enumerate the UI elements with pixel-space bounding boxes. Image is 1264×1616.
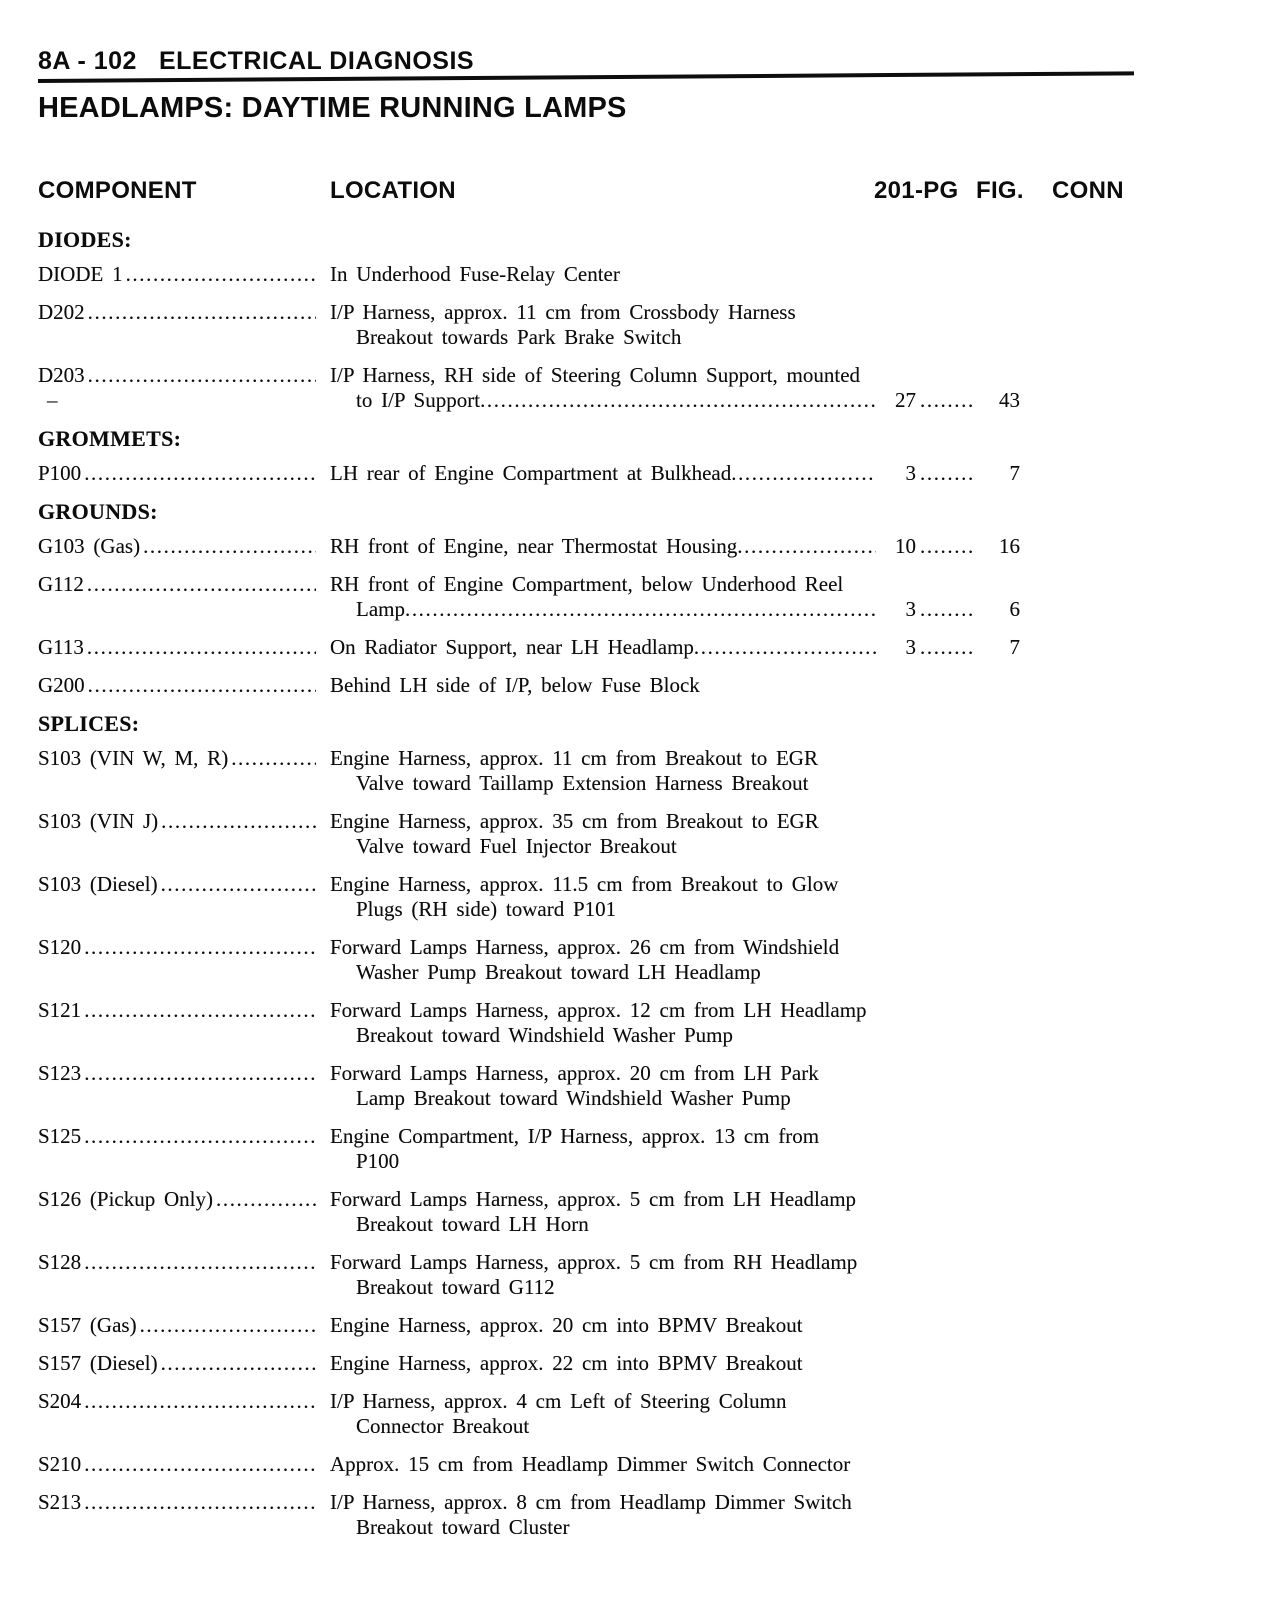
- component-name: S128: [38, 1250, 82, 1274]
- location-text: On Radiator Support, near LH Headlamp: [330, 635, 694, 659]
- location-line: [330, 388, 1020, 413]
- location-line: [330, 597, 1020, 622]
- location-line: Engine Harness, approx. 11 cm from Breakout to EGR: [330, 746, 818, 770]
- component-line: [38, 1313, 316, 1338]
- table-row: [38, 1313, 1264, 1338]
- component-line: [38, 534, 316, 559]
- component-name: S103 (VIN W, M, R): [38, 746, 229, 770]
- location-line: Breakout toward Cluster: [356, 1515, 570, 1539]
- table-row: [38, 673, 1264, 698]
- location-line: Breakout toward Windshield Washer Pump: [356, 1023, 733, 1047]
- location-line: Forward Lamps Harness, approx. 12 cm from LH Headlamp: [330, 998, 867, 1022]
- component-name: D202: [38, 300, 85, 324]
- location-cell: [330, 1124, 1020, 1174]
- location-cell: [330, 300, 1020, 350]
- table-body: [38, 227, 1264, 1540]
- location-line: [330, 461, 1020, 486]
- table-row: [38, 363, 1264, 413]
- location-cell: [330, 1061, 1020, 1111]
- table-row: [38, 1490, 1264, 1540]
- table-row: [38, 572, 1264, 622]
- column-header-component: COMPONENT: [38, 177, 197, 204]
- dot-leader: [143, 534, 316, 559]
- component-line: [38, 872, 316, 897]
- dot-leader: [84, 1124, 316, 1149]
- dot-leader: [161, 1351, 316, 1376]
- location-line: Valve toward Fuel Injector Breakout: [356, 834, 677, 858]
- location-text: LH rear of Engine Compartment at Bulkhead: [330, 461, 732, 485]
- column-header-fig: FIG.: [976, 177, 1024, 204]
- table-row: [38, 1124, 1264, 1174]
- page-header: [38, 46, 1264, 125]
- component-cell: [38, 746, 330, 796]
- dot-leader: [84, 1490, 316, 1515]
- dot-leader: [88, 300, 316, 325]
- component-line: [38, 461, 316, 486]
- location-line: Forward Lamps Harness, approx. 20 cm from LH Park: [330, 1061, 819, 1085]
- dot-leader: [87, 572, 316, 597]
- page-ref: 3: [905, 597, 916, 621]
- dot-leader: [920, 388, 976, 413]
- component-name: S125: [38, 1124, 82, 1148]
- component-cell: [38, 809, 330, 859]
- location-line: I/P Harness, RH side of Steering Column Support, mounted: [330, 363, 861, 387]
- dot-leader: [731, 461, 876, 486]
- section-heading: GROMMETS:: [38, 426, 182, 451]
- location-line: Engine Harness, approx. 35 cm from Breakout to EGR: [330, 809, 819, 833]
- location-cell: [330, 673, 1020, 698]
- location-line: I/P Harness, approx. 11 cm from Crossbody Harness: [330, 300, 796, 324]
- dot-leader: [88, 673, 316, 698]
- running-head-page-number: 8A - 102: [38, 47, 137, 75]
- column-header-pg: 201-PG: [874, 177, 959, 204]
- figure-ref: 43: [999, 388, 1020, 412]
- component-line: [38, 1061, 316, 1086]
- component-cell: [38, 1187, 330, 1237]
- component-cell: [38, 461, 330, 486]
- component-line: [38, 363, 316, 388]
- component-line: [38, 935, 316, 960]
- location-line: Behind LH side of I/P, below Fuse Block: [330, 673, 700, 697]
- component-line: [38, 1187, 316, 1212]
- location-cell: [330, 935, 1020, 985]
- component-name: S120: [38, 935, 82, 959]
- component-cell: [38, 673, 330, 698]
- dot-leader: [694, 635, 876, 660]
- component-cell: [38, 1061, 330, 1111]
- table-row: [38, 1452, 1264, 1477]
- component-line: [38, 998, 316, 1023]
- table-row: [38, 746, 1264, 796]
- component-name: S204: [38, 1389, 82, 1413]
- component-name: S157 (Diesel): [38, 1351, 158, 1375]
- location-line: P100: [356, 1149, 400, 1173]
- location-cell: [330, 461, 1020, 486]
- component-name: S213: [38, 1490, 82, 1514]
- location-cell: [330, 534, 1020, 559]
- table-row: [38, 1187, 1264, 1237]
- location-cell: [330, 872, 1020, 922]
- location-line: Engine Compartment, I/P Harness, approx. 13 cm from: [330, 1124, 820, 1148]
- location-line: Forward Lamps Harness, approx. 5 cm from LH Headlamp: [330, 1187, 857, 1211]
- location-line: Forward Lamps Harness, approx. 5 cm from RH Headlamp: [330, 1250, 858, 1274]
- table-row: [38, 534, 1264, 559]
- component-cell: [38, 1250, 330, 1300]
- component-name: S210: [38, 1452, 82, 1476]
- figure-ref: 16: [999, 534, 1020, 558]
- location-cell: [330, 635, 1020, 660]
- table-row: [38, 935, 1264, 985]
- location-cell: [330, 572, 1020, 622]
- dot-leader: [126, 262, 316, 287]
- location-cell: [330, 1490, 1020, 1540]
- section-heading: SPLICES:: [38, 711, 140, 736]
- component-name: D203: [38, 363, 85, 387]
- figure-ref: 7: [1009, 635, 1020, 659]
- table-row: [38, 1389, 1264, 1439]
- column-header-conn: CONN: [1052, 177, 1124, 204]
- running-head-section-title: ELECTRICAL DIAGNOSIS: [158, 47, 475, 75]
- dot-leader: [84, 998, 316, 1023]
- column-header-location: LOCATION: [330, 177, 456, 204]
- component-cell: [38, 1124, 330, 1174]
- location-line: [330, 534, 1020, 559]
- location-cell: [330, 262, 1020, 287]
- page-title: HEADLAMPS: DAYTIME RUNNING LAMPS: [38, 92, 627, 124]
- component-name: G103 (Gas): [38, 534, 141, 558]
- location-line: Engine Harness, approx. 11.5 cm from Breakout to Glow: [330, 872, 839, 896]
- location-cell: [330, 746, 1020, 796]
- component-line: [38, 262, 316, 287]
- dot-leader: [84, 461, 316, 486]
- dot-leader: [140, 1313, 316, 1338]
- location-text: to I/P Support: [356, 388, 481, 412]
- location-line: Valve toward Taillamp Extension Harness Breakout: [356, 771, 809, 795]
- component-cell: [38, 1452, 330, 1477]
- table-row: [38, 1351, 1264, 1376]
- location-line: RH front of Engine Compartment, below Underhood Reel: [330, 572, 844, 596]
- component-name: S123: [38, 1061, 82, 1085]
- table-row: [38, 1250, 1264, 1300]
- component-cell: [38, 1313, 330, 1338]
- table-row: [38, 998, 1264, 1048]
- dot-leader: [161, 809, 316, 834]
- component-cell: [38, 872, 330, 922]
- dot-leader: [405, 597, 876, 622]
- location-line: Lamp Breakout toward Windshield Washer Pump: [356, 1086, 791, 1110]
- location-cell: [330, 1351, 1020, 1376]
- component-cell: [38, 1389, 330, 1439]
- location-cell: [330, 809, 1020, 859]
- table-row: [38, 461, 1264, 486]
- table-row: [38, 809, 1264, 859]
- dot-leader: [216, 1187, 316, 1212]
- component-cell: [38, 998, 330, 1048]
- location-cell: [330, 1389, 1020, 1439]
- component-line: [38, 1389, 316, 1414]
- location-cell: [330, 1313, 1020, 1338]
- dot-leader: [920, 534, 976, 559]
- page-ref: 3: [905, 635, 916, 659]
- location-line: Engine Harness, approx. 22 cm into BPMV Breakout: [330, 1351, 803, 1375]
- component-line: [38, 572, 316, 597]
- location-text: Lamp: [356, 597, 405, 621]
- dot-leader: [480, 388, 876, 413]
- table-row: [38, 300, 1264, 350]
- location-line: Plugs (RH side) toward P101: [356, 897, 617, 921]
- location-text: RH front of Engine, near Thermostat Housing: [330, 534, 738, 558]
- dot-leader: [88, 363, 316, 388]
- figure-ref: 7: [1009, 461, 1020, 485]
- component-name: S103 (VIN J): [38, 809, 159, 833]
- component-name: DIODE 1: [38, 262, 123, 286]
- component-line: [38, 1490, 316, 1515]
- component-note: –: [47, 388, 58, 412]
- component-line: [38, 746, 316, 771]
- location-line: Engine Harness, approx. 20 cm into BPMV Breakout: [330, 1313, 803, 1337]
- component-line: [38, 1124, 316, 1149]
- component-name: G113: [38, 635, 84, 659]
- location-cell: [330, 1452, 1020, 1477]
- table-column-headers: [38, 177, 1264, 202]
- dot-leader: [231, 746, 316, 771]
- component-cell: [38, 635, 330, 660]
- component-name: S157 (Gas): [38, 1313, 137, 1337]
- dot-leader: [737, 534, 876, 559]
- component-line: [38, 1351, 316, 1376]
- component-line: [38, 300, 316, 325]
- component-cell: [38, 1351, 330, 1376]
- dot-leader: [920, 635, 976, 660]
- component-name: S103 (Diesel): [38, 872, 158, 896]
- section-heading: GROUNDS:: [38, 499, 158, 524]
- component-name: P100: [38, 461, 82, 485]
- component-cell: [38, 262, 330, 287]
- location-line: Breakout toward G112: [356, 1275, 555, 1299]
- location-line: Breakout toward LH Horn: [356, 1212, 589, 1236]
- component-line: [38, 1250, 316, 1275]
- location-line: I/P Harness, approx. 8 cm from Headlamp Dimmer Switch: [330, 1490, 852, 1514]
- component-cell: [38, 300, 330, 350]
- dot-leader: [87, 635, 316, 660]
- location-line: [330, 635, 1020, 660]
- component-cell: [38, 935, 330, 985]
- page-ref: 3: [905, 461, 916, 485]
- location-line: I/P Harness, approx. 4 cm Left of Steering Column: [330, 1389, 787, 1413]
- component-name: S121: [38, 998, 82, 1022]
- location-cell: [330, 1187, 1020, 1237]
- component-name: G200: [38, 673, 85, 697]
- component-cell: [38, 363, 330, 413]
- location-line: Washer Pump Breakout toward LH Headlamp: [356, 960, 761, 984]
- figure-ref: 6: [1009, 597, 1020, 621]
- component-line: [38, 673, 316, 698]
- component-cell: [38, 1490, 330, 1540]
- component-line: [38, 635, 316, 660]
- dot-leader: [84, 935, 316, 960]
- dot-leader: [84, 1389, 316, 1414]
- location-line: Connector Breakout: [356, 1414, 530, 1438]
- dot-leader: [84, 1061, 316, 1086]
- location-line: Approx. 15 cm from Headlamp Dimmer Switch Connector: [330, 1452, 851, 1476]
- location-line: Breakout towards Park Brake Switch: [356, 325, 682, 349]
- table-row: [38, 872, 1264, 922]
- table-row: [38, 262, 1264, 287]
- component-line: [38, 809, 316, 834]
- page-ref: 27: [895, 388, 916, 412]
- component-cell: [38, 534, 330, 559]
- dot-leader: [161, 872, 316, 897]
- dot-leader: [84, 1452, 316, 1477]
- dot-leader: [920, 597, 976, 622]
- component-line: [38, 1452, 316, 1477]
- location-cell: [330, 998, 1020, 1048]
- dot-leader: [920, 461, 976, 486]
- page-ref: 10: [895, 534, 916, 558]
- section-heading: DIODES:: [38, 227, 132, 252]
- location-line: In Underhood Fuse-Relay Center: [330, 262, 620, 286]
- component-cell: [38, 572, 330, 622]
- dot-leader: [84, 1250, 316, 1275]
- location-cell: [330, 363, 1020, 413]
- component-name: G112: [38, 572, 84, 596]
- location-cell: [330, 1250, 1020, 1300]
- location-line: Forward Lamps Harness, approx. 26 cm from Windshield: [330, 935, 840, 959]
- table-row: [38, 635, 1264, 660]
- table-row: [38, 1061, 1264, 1111]
- component-name: S126 (Pickup Only): [38, 1187, 213, 1211]
